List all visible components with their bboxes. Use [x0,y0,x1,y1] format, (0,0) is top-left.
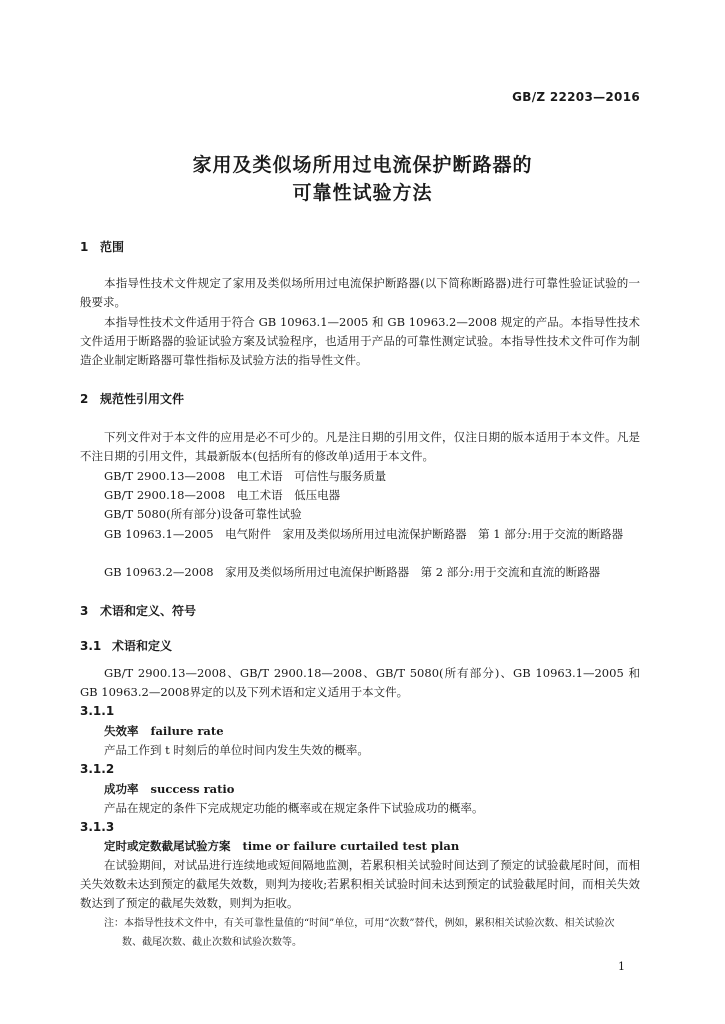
term-cn: 定时或定数截尾试验方案 [104,839,231,853]
section-2-heading [80,390,184,407]
term-cn: 失效率 [104,724,139,738]
term-en: success ratio [150,782,235,796]
section-1-paragraph-1: 本指导性技术文件规定了家用及类似场所用过电流保护断路器(以下简称断路器)进行可靠性验证试验的一般要求。 [80,276,640,309]
reference-item: GB/T 2900.18—2008 电工术语 低压电器 [104,488,341,502]
term-3-1-1-name [104,723,224,739]
section-2-intro: 下列文件对于本文件的应用是必不可少的。凡是注日期的引用文件，仅注日期的版本适用于本文件。凡是不注日期的引用文件，其最新版本(包括所有的修改单)适用于本文件。 [80,430,640,463]
note [104,914,644,952]
subsection-3-1-heading [80,637,172,654]
term-cn: 成功率 [104,782,139,796]
term-3-1-3-number: 3.1.3 [80,820,115,834]
term-en: failure rate [150,724,224,738]
reference-item: GB/T 2900.13—2008 电工术语 可信性与服务质量 [104,469,387,483]
section-3-intro: GB/T 2900.13—2008、GB/T 2900.18—2008、GB/T 5080(所有部分)、GB 10963.1—2005 和 GB 10963.2—2008界定的以及下列术语和定义适用于本文件。 [80,666,640,699]
term-3-1-3-name [104,838,459,854]
term-3-1-3-definition: 在试验期间，对试品进行连续地或短间隔地监测，若累积相关试验时间达到了预定的试验截尾时间，而相关失效数未达到预定的截尾失效数，则判为接收;若累积相关试验时间未达到预定的试验截尾时间，而相关失效数达到了预定的截尾失效数，则判为拒收。 [80,858,640,910]
note-line-2: 数、截尾次数、截止次数和试验次数等。 [122,937,302,948]
section-2-title: 规范性引用文件 [100,392,185,406]
section-1-number: 1 [80,240,89,254]
section-3-title: 术语和定义、符号 [100,604,197,618]
term-3-1-2-number: 3.1.2 [80,762,115,776]
term-en: time or failure curtailed test plan [242,839,460,853]
reference-item: GB/T 5080(所有部分)设备可靠性试验 [104,507,302,521]
term-3-1-2-definition: 产品在规定的条件下完成规定功能的概率或在规定条件下试验成功的概率。 [104,801,484,815]
section-1-title: 范围 [100,240,125,254]
section-2-number: 2 [80,392,89,406]
note-line-1: 注：本指导性技术文件中，有关可靠性量值的“时间”单位，可用“次数”替代，例如，累积相关试验次数、相关试验次 [104,918,615,929]
reference-item: GB 10963.2—2008 家用及类似场所用过电流保护断路器 第 2 部分:用于交流和直流的断路器 [104,565,601,579]
term-3-1-1-number: 3.1.1 [80,704,115,718]
page-number: 1 [618,960,625,973]
term-3-1-1-definition: 产品工作到 t 时刻后的单位时间内发生失效的概率。 [104,743,369,757]
term-3-1-2-name [104,781,234,797]
section-1-paragraph-2: 本指导性技术文件适用于符合 GB 10963.1—2005 和 GB 10963.2—2008 规定的产品。本指导性技术文件适用于断路器的验证试验方案及试验程序，也适用于产品的可靠性测定试验。本指导性技术文件可作为制造企业制定断路器可靠性指标及试验方法的指导性文件。 [80,315,640,367]
document-title-line2: 可靠性试验方法 [292,182,433,204]
standard-code: GB/Z 22203—2016 [512,90,640,104]
section-3-number: 3 [80,604,89,618]
document-title-line1: 家用及类似场所用过电流保护断路器的 [192,154,533,176]
section-3-heading [80,602,196,619]
subsection-3-1-number: 3.1 [80,639,102,653]
subsection-3-1-title: 术语和定义 [112,639,173,653]
section-1-heading [80,238,124,255]
reference-item: GB 10963.1—2005 电气附件 家用及类似场所用过电流保护断路器 第 1 部分:用于交流的断路器 [104,527,624,541]
